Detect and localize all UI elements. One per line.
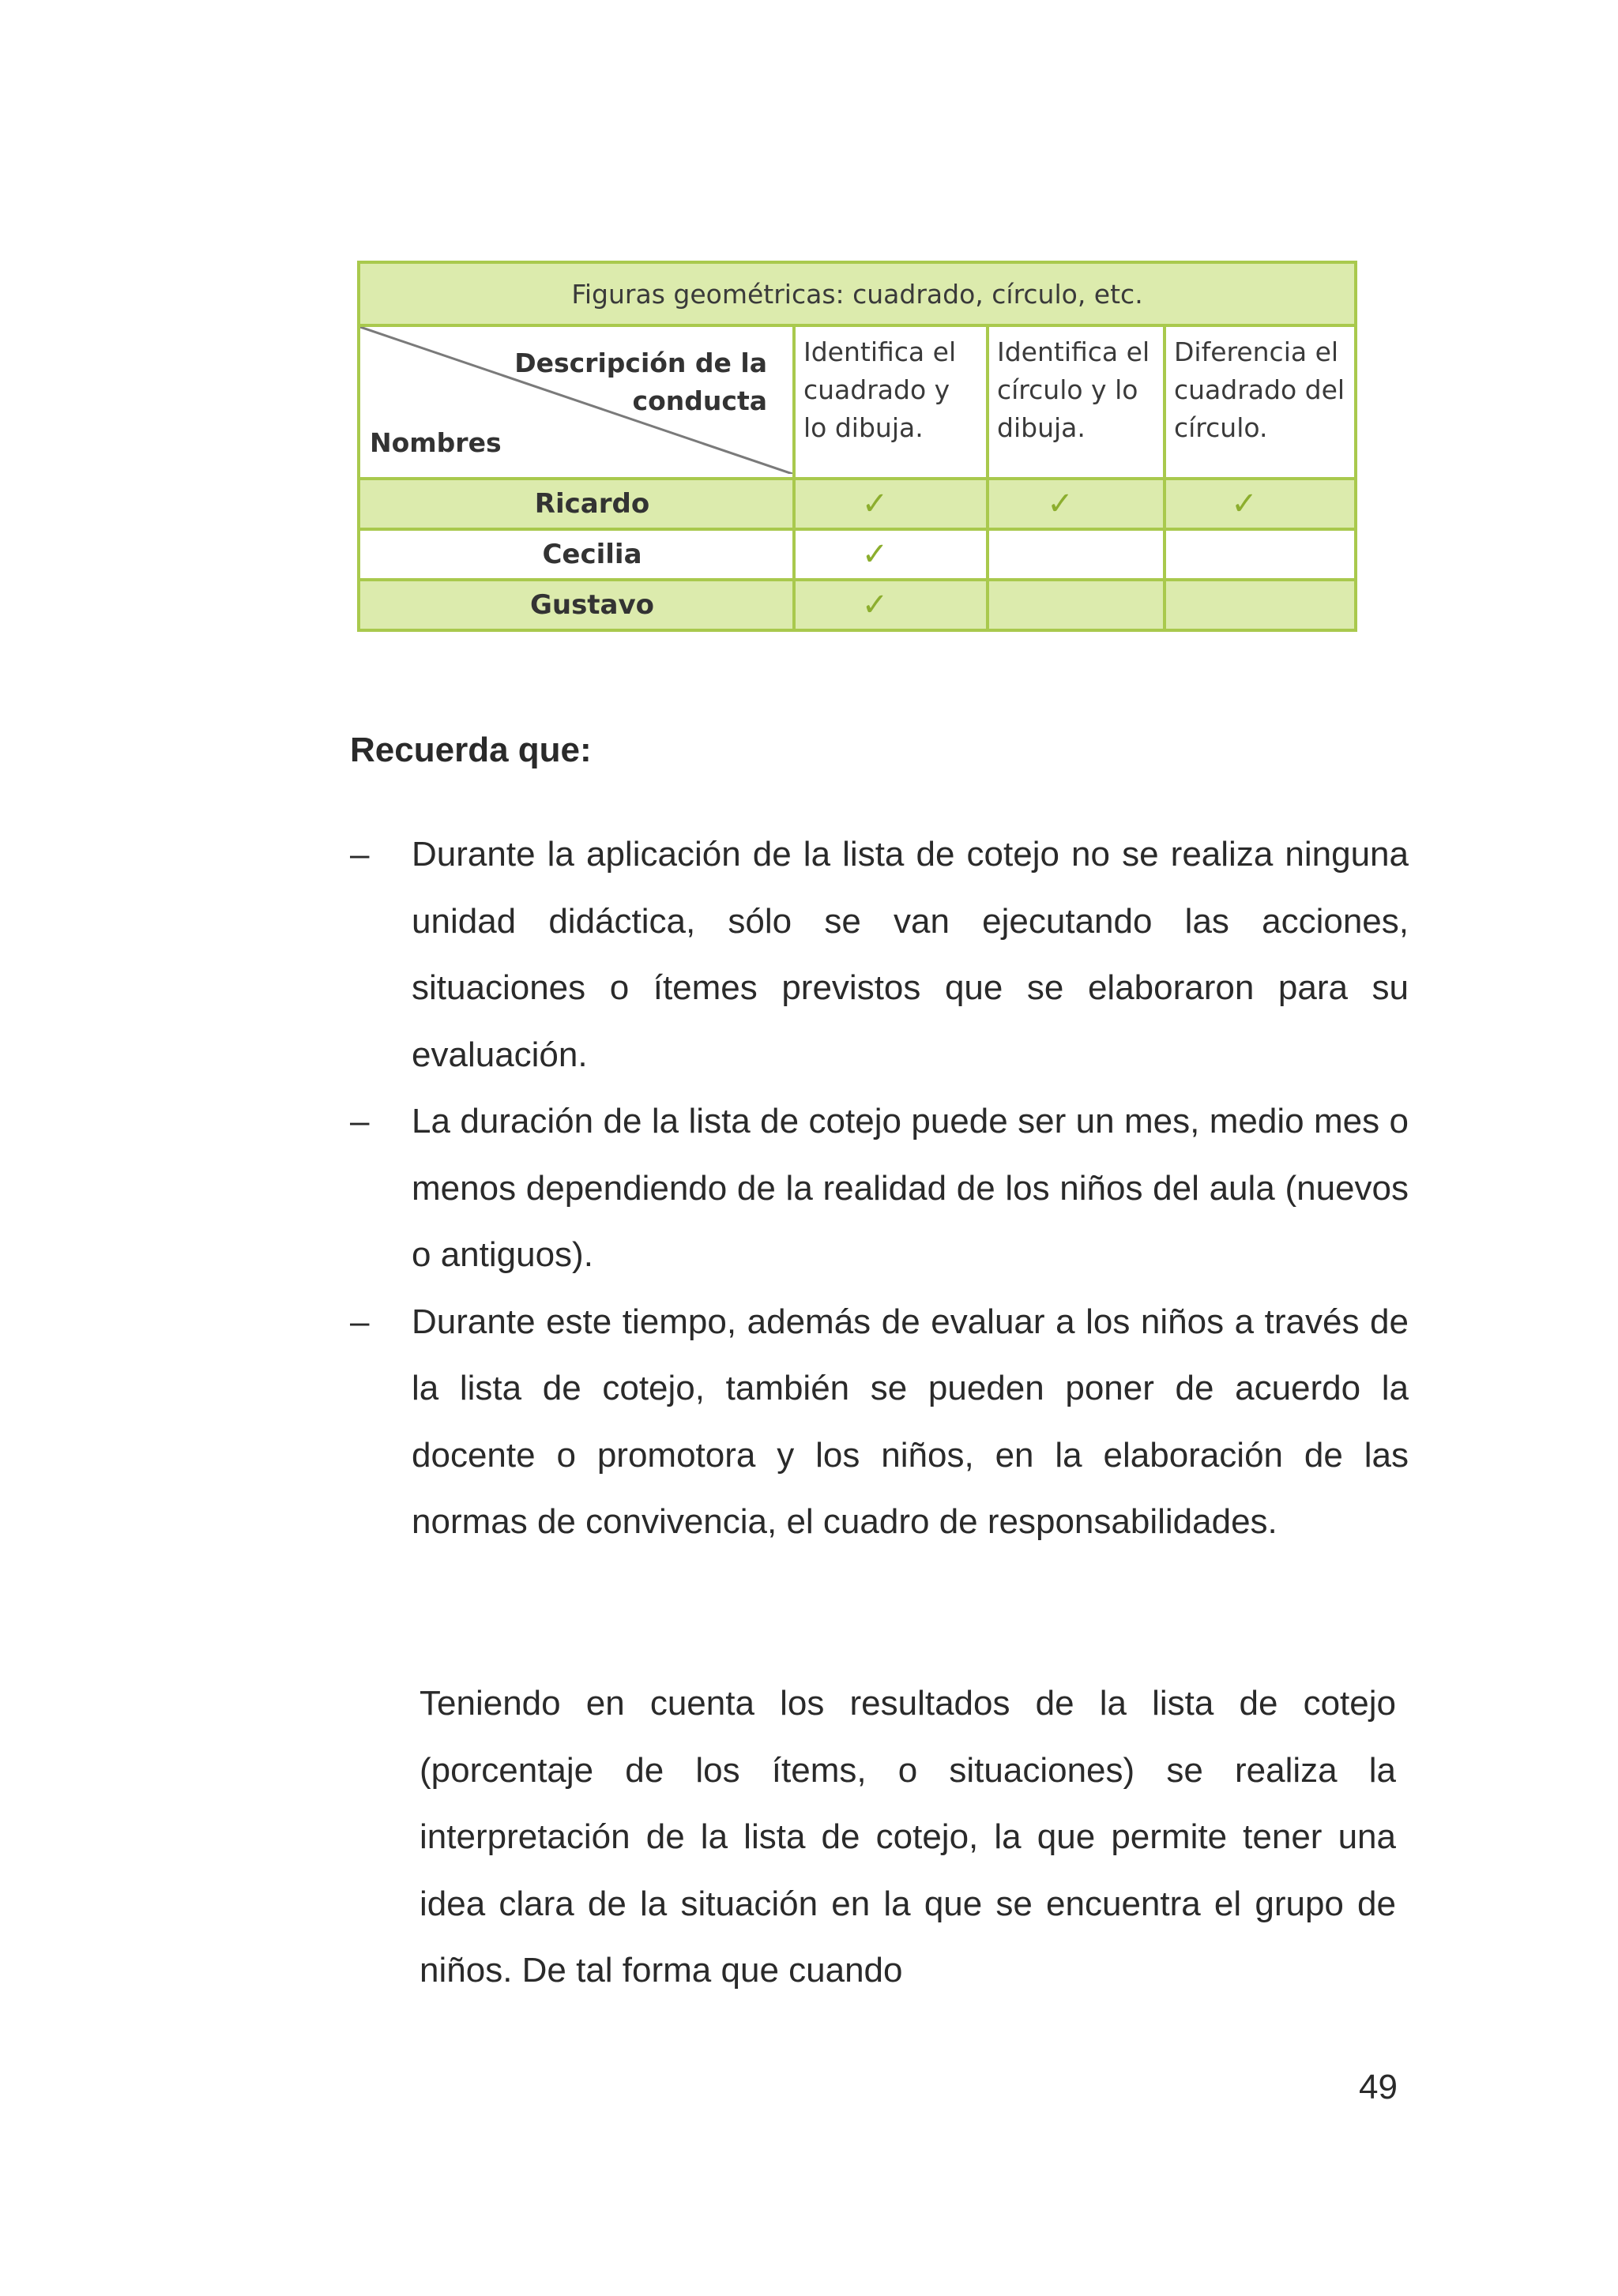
checkmark-icon: ✓ [861, 587, 889, 623]
table-title: Figuras geométricas: cuadrado, círculo, etc. [359, 262, 1356, 325]
mark-cell [988, 479, 1165, 529]
dash-bullet-icon: – [350, 835, 370, 874]
table-row [359, 479, 1356, 529]
list-item-text: Durante este tiempo, además de evaluar a los niños a través de la lista de cotejo, también se pueden poner de acuerdo la docente o promotora y los niños, en la elaboración de las normas de convivencia, el cuadro de responsabilidades. [412, 1302, 1409, 1541]
column-header: Identifica el cuadrado y lo dibuja. [794, 325, 988, 479]
checkmark-icon: ✓ [1231, 486, 1258, 522]
table-corner-header [359, 325, 794, 479]
mark-cell [1165, 529, 1356, 580]
list-item-text: Durante la aplicación de la lista de cotejo no se realiza ninguna unidad didáctica, sólo se van ejecutando las acciones, situaciones o ítemes previstos que se elaboraron para su evaluación. [412, 835, 1409, 1074]
reminder-list [350, 821, 1409, 1556]
mark-cell [1165, 580, 1356, 630]
mark-cell [988, 529, 1165, 580]
column-header: Diferencia el cuadrado del círculo. [1165, 325, 1356, 479]
table-row [359, 529, 1356, 580]
table-row [359, 580, 1356, 630]
column-header: Identifica el círculo y lo dibuja. [988, 325, 1165, 479]
corner-header-names: Nombres [370, 427, 502, 458]
checkmark-icon: ✓ [861, 536, 889, 573]
list-item [350, 1289, 1409, 1556]
dash-bullet-icon: – [350, 1102, 370, 1140]
list-item [350, 821, 1409, 1088]
dash-bullet-icon: – [350, 1302, 370, 1341]
student-name: Ricardo [359, 479, 794, 529]
mark-cell [794, 479, 988, 529]
student-name: Cecilia [359, 529, 794, 580]
list-item [350, 1088, 1409, 1289]
checkmark-icon: ✓ [861, 486, 889, 522]
body-paragraph: Teniendo en cuenta los resultados de la lista de cotejo (porcentaje de los ítems, o situaciones) se realiza la interpretación de la lista de cotejo, la que permite tener una idea clara de la situación en la que se encuentra el grupo de niños. De tal forma que cuando [420, 1684, 1396, 1990]
mark-cell [988, 580, 1165, 630]
mark-cell [794, 529, 988, 580]
checklist-table [357, 261, 1357, 632]
page-number: 49 [1359, 2068, 1398, 2106]
student-name: Gustavo [359, 580, 794, 630]
mark-cell [1165, 479, 1356, 529]
mark-cell [794, 580, 988, 630]
checkmark-icon: ✓ [1047, 486, 1074, 522]
corner-header-behavior: Descripción de la conducta [514, 348, 767, 416]
section-heading: Recuerda que: [350, 731, 592, 769]
list-item-text: La duración de la lista de cotejo puede ser un mes, medio mes o menos dependiendo de la realidad de los niños del aula (nuevos o antiguos). [412, 1102, 1409, 1274]
